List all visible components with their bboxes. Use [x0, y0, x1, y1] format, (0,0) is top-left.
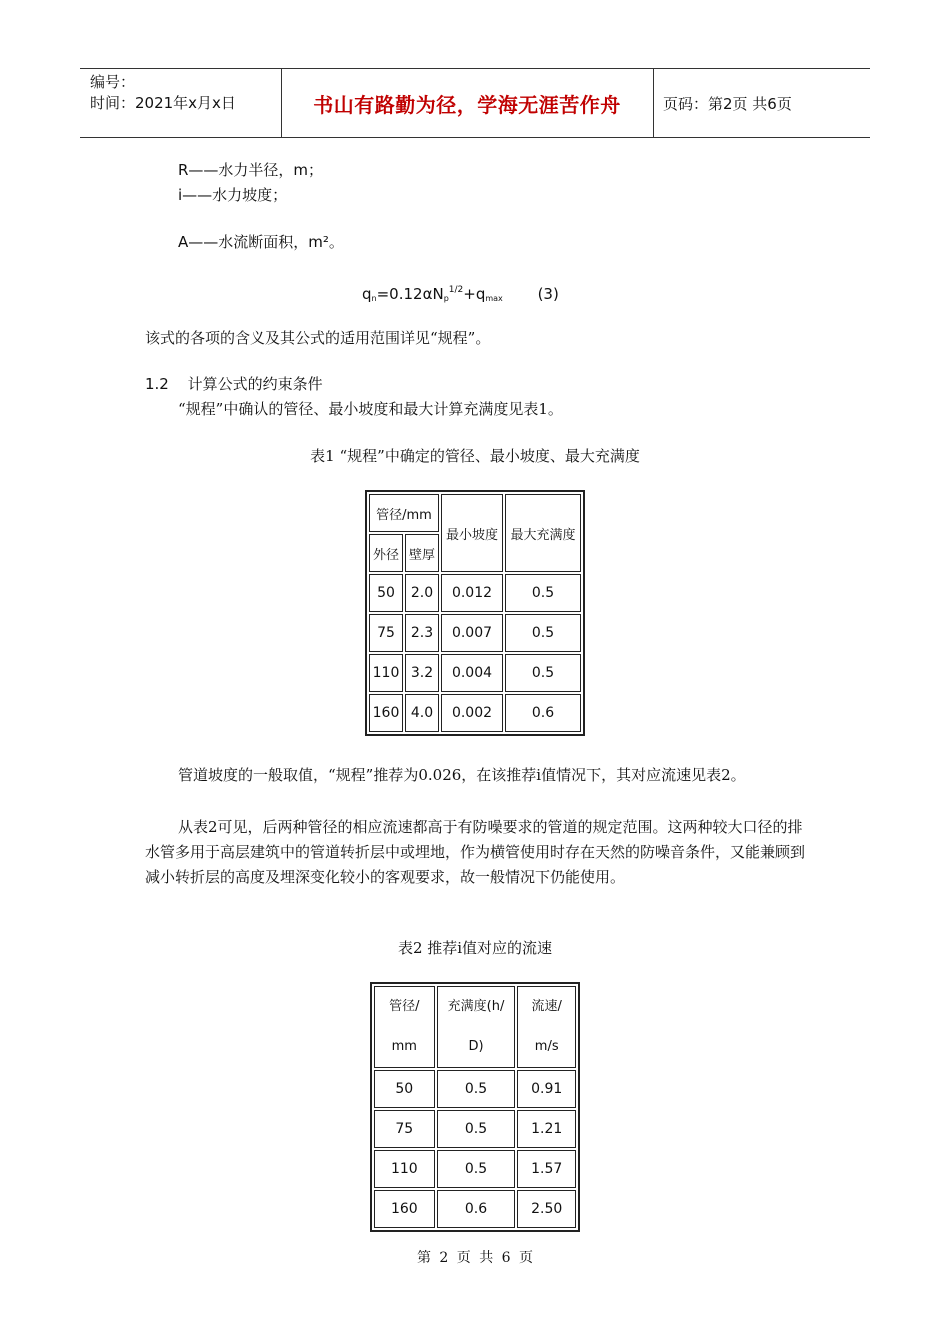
table-row: 75 0.5 1.21 — [374, 1110, 576, 1148]
table-row: 160 0.6 2.50 — [374, 1190, 576, 1228]
table-row: 110 0.5 1.57 — [374, 1150, 576, 1188]
table2-caption: 表2 推荐i值对应的流速 — [397, 939, 553, 957]
formula-note: 该式的各项的含义及其公式的适用范围详见“规程”。 — [145, 329, 491, 347]
table-row: 75 2.3 0.007 0.5 — [369, 614, 581, 652]
header-motto: 书山有路勤为径，学海无涯苦作舟 — [313, 93, 621, 117]
definition-a: A——水流断面积，m²。 — [178, 233, 344, 251]
table2 — [370, 982, 580, 1232]
table1-header-min-slope: 最小坡度 — [441, 494, 503, 572]
table1-header-outer: 外径 — [369, 534, 403, 572]
section-title: 计算公式的约束条件 — [187, 375, 323, 393]
table2-header-diameter: 管径/ mm — [374, 986, 435, 1068]
header-meta — [90, 72, 236, 114]
table-row: 50 2.0 0.012 0.5 — [369, 574, 581, 612]
table2-header-velocity: 流速/ m/s — [517, 986, 576, 1068]
section-heading — [145, 372, 323, 397]
table2-analysis: 从表2可见，后两种管径的相应流速都高于有防噪要求的管道的规定范围。这两种较大口径的排水管多用于高层建筑中的管道转折层中或埋地，作为横管使用时存在天然的防噪音条件，又能兼顾到减小转折层的高度及埋深变化较小的客观要求，故一般情况下仍能使用。 — [145, 818, 806, 886]
slope-note: 管道坡度的一般取值，“规程”推荐为0.026，在该推荐i值情况下，其对应流速见表2。 — [178, 766, 746, 784]
definition-r: R——水力半径，m； — [178, 161, 324, 179]
table1 — [365, 490, 585, 736]
table1-header-diameter: 管径/mm — [369, 494, 439, 532]
document-time: 时间：2021年x月x日 — [90, 94, 236, 112]
document-number-label: 编号： — [90, 73, 136, 91]
definition-i: i——水力坡度； — [178, 186, 288, 204]
section-number: 1.2 — [145, 375, 169, 393]
table-row: 160 4.0 0.002 0.6 — [369, 694, 581, 732]
header-page-info: 页码：第2页 共6页 — [663, 95, 792, 113]
header-divider — [653, 69, 654, 137]
formula-3: $q_n=0.12\alpha N_p^{1/2}+q_{max}$ (3) — [362, 285, 559, 303]
page-header — [80, 68, 870, 138]
table2-header-fill: 充满度(h/ D) — [437, 986, 516, 1068]
table1-header-max-fill: 最大充满度 — [505, 494, 581, 572]
table-row: 110 3.2 0.004 0.5 — [369, 654, 581, 692]
table1-header-wall: 壁厚 — [405, 534, 439, 572]
formula-number: (3) — [537, 285, 559, 303]
page-footer: 第 2 页 共 6 页 — [416, 1250, 534, 1266]
section-intro: “规程”中确认的管径、最小坡度和最大计算充满度见表1。 — [178, 400, 563, 418]
table-row: 50 0.5 0.91 — [374, 1070, 576, 1108]
table1-caption: 表1 “规程”中确定的管径、最小坡度、最大充满度 — [310, 447, 640, 465]
